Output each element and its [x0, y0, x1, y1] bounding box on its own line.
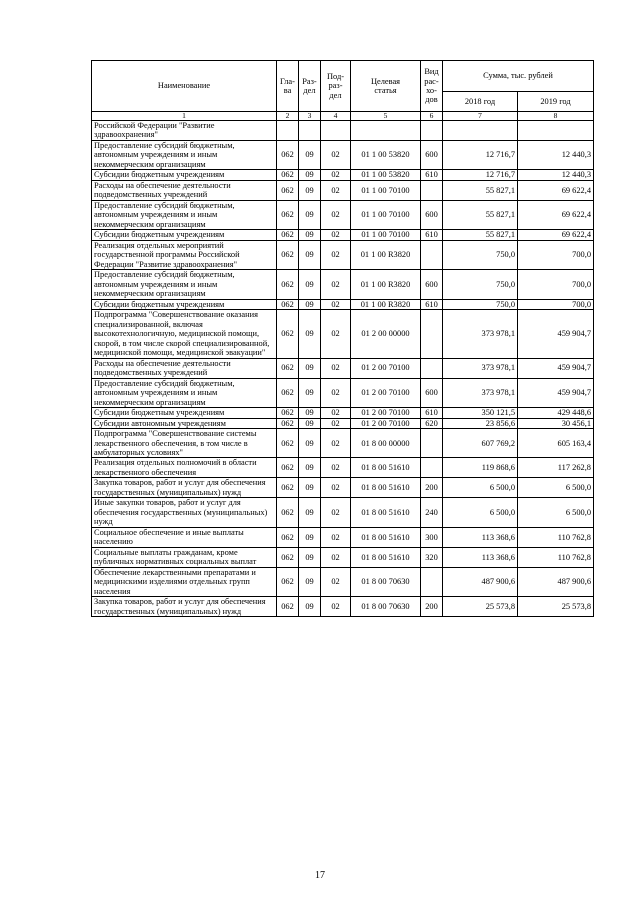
- row-section-cell: 09: [299, 498, 321, 527]
- row-exptype-cell: 320: [421, 547, 443, 567]
- header-chapter: Гла- ва: [277, 61, 299, 112]
- row-exptype-cell: 610: [421, 299, 443, 309]
- table-row: [92, 458, 594, 478]
- row-target-cell: 01 1 00 70100: [351, 230, 421, 240]
- row-amount-2018-cell: 12 716,7: [443, 140, 518, 169]
- row-subsection-cell: 02: [321, 478, 351, 498]
- row-target-cell: 01 8 00 70630: [351, 597, 421, 617]
- row-chapter-cell: 062: [277, 547, 299, 567]
- table-row: [92, 270, 594, 299]
- column-number: 8: [518, 112, 594, 121]
- row-amount-2019-cell: 700,0: [518, 270, 594, 299]
- row-section-cell: 09: [299, 180, 321, 200]
- row-amount-2018-cell: 55 827,1: [443, 200, 518, 229]
- row-name-cell: Субсидии бюджетным учреждениям: [92, 170, 277, 180]
- row-chapter-cell: 062: [277, 240, 299, 269]
- row-exptype-cell: 600: [421, 140, 443, 169]
- row-section-cell: 09: [299, 310, 321, 358]
- table-row: [92, 567, 594, 596]
- table-row: [92, 170, 594, 180]
- row-chapter-cell: 062: [277, 527, 299, 547]
- row-exptype-cell: 600: [421, 200, 443, 229]
- row-target-cell: 01 1 00 R3820: [351, 270, 421, 299]
- row-section-cell: 09: [299, 458, 321, 478]
- row-target-cell: 01 8 00 70630: [351, 567, 421, 596]
- row-target-cell: 01 2 00 70100: [351, 418, 421, 428]
- table-row: [92, 180, 594, 200]
- row-amount-2018-cell: 6 500,0: [443, 478, 518, 498]
- row-amount-2018-cell: 487 900,6: [443, 567, 518, 596]
- row-amount-2018-cell: 23 856,6: [443, 418, 518, 428]
- row-chapter-cell: 062: [277, 299, 299, 309]
- row-target-cell: 01 8 00 51610: [351, 458, 421, 478]
- table-row: [92, 299, 594, 309]
- row-amount-2019-cell: 69 622,4: [518, 200, 594, 229]
- row-amount-2018-cell: 607 769,2: [443, 429, 518, 458]
- row-exptype-cell: 200: [421, 597, 443, 617]
- row-section-cell: 09: [299, 408, 321, 418]
- table-row: [92, 597, 594, 617]
- header-subsection: Под- раз- дел: [321, 61, 351, 112]
- column-number: 2: [277, 112, 299, 121]
- row-chapter-cell: 062: [277, 180, 299, 200]
- row-chapter-cell: [277, 121, 299, 141]
- budget-table: [91, 60, 594, 617]
- header-year-2018: 2018 год: [443, 92, 518, 112]
- header-target: Целевая статья: [351, 61, 421, 112]
- row-subsection-cell: 02: [321, 429, 351, 458]
- row-amount-2019-cell: 110 762,8: [518, 547, 594, 567]
- row-target-cell: 01 1 00 53820: [351, 140, 421, 169]
- row-section-cell: 09: [299, 170, 321, 180]
- row-amount-2019-cell: 6 500,0: [518, 478, 594, 498]
- row-amount-2019-cell: 487 900,6: [518, 567, 594, 596]
- row-amount-2019-cell: 110 762,8: [518, 527, 594, 547]
- row-subsection-cell: 02: [321, 358, 351, 378]
- row-subsection-cell: 02: [321, 299, 351, 309]
- row-chapter-cell: 062: [277, 230, 299, 240]
- row-amount-2019-cell: 6 500,0: [518, 498, 594, 527]
- row-target-cell: 01 2 00 70100: [351, 358, 421, 378]
- row-amount-2019-cell: 69 622,4: [518, 180, 594, 200]
- row-amount-2019-cell: 429 448,6: [518, 408, 594, 418]
- row-amount-2018-cell: [443, 121, 518, 141]
- row-chapter-cell: 062: [277, 418, 299, 428]
- row-exptype-cell: [421, 429, 443, 458]
- column-number: 4: [321, 112, 351, 121]
- row-exptype-cell: 600: [421, 270, 443, 299]
- column-number-row: [92, 112, 594, 121]
- row-exptype-cell: 610: [421, 408, 443, 418]
- row-section-cell: 09: [299, 527, 321, 547]
- row-exptype-cell: 240: [421, 498, 443, 527]
- row-amount-2018-cell: 750,0: [443, 240, 518, 269]
- row-exptype-cell: 610: [421, 230, 443, 240]
- row-amount-2019-cell: 700,0: [518, 240, 594, 269]
- row-subsection-cell: 02: [321, 200, 351, 229]
- row-amount-2018-cell: 119 868,6: [443, 458, 518, 478]
- row-target-cell: 01 8 00 00000: [351, 429, 421, 458]
- row-target-cell: 01 1 00 70100: [351, 200, 421, 229]
- row-name-cell: Предоставление субсидий бюджетным, автономным учреждениям и иным некоммерческим организациям: [92, 270, 277, 299]
- row-chapter-cell: 062: [277, 408, 299, 418]
- column-number: 1: [92, 112, 277, 121]
- row-name-cell: Закупка товаров, работ и услуг для обеспечения государственных (муниципальных) нужд: [92, 478, 277, 498]
- column-number: 5: [351, 112, 421, 121]
- row-amount-2018-cell: 750,0: [443, 270, 518, 299]
- row-name-cell: Иные закупки товаров, работ и услуг для обеспечения государственных (муниципальных) нужд: [92, 498, 277, 527]
- row-subsection-cell: 02: [321, 378, 351, 407]
- row-subsection-cell: 02: [321, 310, 351, 358]
- row-amount-2019-cell: 459 904,7: [518, 358, 594, 378]
- table-row: [92, 429, 594, 458]
- row-subsection-cell: 02: [321, 270, 351, 299]
- row-name-cell: Предоставление субсидий бюджетным, автономным учреждениям и иным некоммерческим организациям: [92, 378, 277, 407]
- row-section-cell: 09: [299, 230, 321, 240]
- row-name-cell: Расходы на обеспечение деятельности подведомственных учреждений: [92, 358, 277, 378]
- row-section-cell: 09: [299, 567, 321, 596]
- row-target-cell: 01 8 00 51610: [351, 478, 421, 498]
- row-subsection-cell: 02: [321, 230, 351, 240]
- row-name-cell: Субсидии бюджетным учреждениям: [92, 408, 277, 418]
- row-amount-2019-cell: 459 904,7: [518, 310, 594, 358]
- row-chapter-cell: 062: [277, 310, 299, 358]
- row-name-cell: Реализация отдельных мероприятий государственной программы Российской Федерации "Развитие здравоохранения": [92, 240, 277, 269]
- row-section-cell: 09: [299, 418, 321, 428]
- row-exptype-cell: 610: [421, 170, 443, 180]
- row-subsection-cell: 02: [321, 567, 351, 596]
- row-target-cell: 01 8 00 51610: [351, 547, 421, 567]
- row-amount-2019-cell: 12 440,3: [518, 170, 594, 180]
- row-amount-2018-cell: 113 368,6: [443, 547, 518, 567]
- row-target-cell: 01 8 00 51610: [351, 498, 421, 527]
- table-row: [92, 310, 594, 358]
- row-exptype-cell: 200: [421, 478, 443, 498]
- row-chapter-cell: 062: [277, 498, 299, 527]
- row-subsection-cell: 02: [321, 527, 351, 547]
- row-section-cell: 09: [299, 270, 321, 299]
- row-chapter-cell: 062: [277, 200, 299, 229]
- row-section-cell: 09: [299, 240, 321, 269]
- row-subsection-cell: 02: [321, 140, 351, 169]
- row-exptype-cell: [421, 458, 443, 478]
- row-chapter-cell: 062: [277, 478, 299, 498]
- table-row: [92, 478, 594, 498]
- row-section-cell: 09: [299, 429, 321, 458]
- row-chapter-cell: 062: [277, 270, 299, 299]
- row-section-cell: [299, 121, 321, 141]
- row-name-cell: Российской Федерации "Развитие здравоохранения": [92, 121, 277, 141]
- row-chapter-cell: 062: [277, 378, 299, 407]
- row-exptype-cell: [421, 180, 443, 200]
- header-section: Раз- дел: [299, 61, 321, 112]
- row-target-cell: 01 1 00 R3820: [351, 299, 421, 309]
- row-amount-2019-cell: 459 904,7: [518, 378, 594, 407]
- row-amount-2018-cell: 750,0: [443, 299, 518, 309]
- row-subsection-cell: 02: [321, 597, 351, 617]
- row-subsection-cell: [321, 121, 351, 141]
- row-section-cell: 09: [299, 200, 321, 229]
- row-target-cell: 01 1 00 53820: [351, 170, 421, 180]
- row-exptype-cell: 600: [421, 378, 443, 407]
- table-row: [92, 418, 594, 428]
- row-subsection-cell: 02: [321, 418, 351, 428]
- row-exptype-cell: [421, 358, 443, 378]
- row-amount-2019-cell: 700,0: [518, 299, 594, 309]
- header-exptype: Вид рас- хо- дов: [421, 61, 443, 112]
- row-amount-2019-cell: 25 573,8: [518, 597, 594, 617]
- table-body: [92, 121, 594, 617]
- table-row: [92, 408, 594, 418]
- table-row: [92, 378, 594, 407]
- row-exptype-cell: [421, 121, 443, 141]
- row-section-cell: 09: [299, 547, 321, 567]
- page-number: 17: [315, 870, 325, 881]
- row-target-cell: [351, 121, 421, 141]
- row-target-cell: 01 1 00 R3820: [351, 240, 421, 269]
- table-row: [92, 527, 594, 547]
- row-amount-2018-cell: 25 573,8: [443, 597, 518, 617]
- table-row: [92, 200, 594, 229]
- row-name-cell: Субсидии автономным учреждениям: [92, 418, 277, 428]
- row-chapter-cell: 062: [277, 429, 299, 458]
- row-amount-2018-cell: 6 500,0: [443, 498, 518, 527]
- row-target-cell: 01 2 00 70100: [351, 408, 421, 418]
- row-chapter-cell: 062: [277, 358, 299, 378]
- table-row: [92, 240, 594, 269]
- row-amount-2019-cell: 69 622,4: [518, 230, 594, 240]
- row-section-cell: 09: [299, 140, 321, 169]
- table-row: [92, 498, 594, 527]
- row-amount-2019-cell: 117 262,8: [518, 458, 594, 478]
- row-amount-2019-cell: 12 440,3: [518, 140, 594, 169]
- row-exptype-cell: 620: [421, 418, 443, 428]
- column-number: 7: [443, 112, 518, 121]
- row-subsection-cell: 02: [321, 498, 351, 527]
- row-amount-2018-cell: 350 121,5: [443, 408, 518, 418]
- row-amount-2018-cell: 373 978,1: [443, 358, 518, 378]
- row-name-cell: Расходы на обеспечение деятельности подведомственных учреждений: [92, 180, 277, 200]
- row-section-cell: 09: [299, 358, 321, 378]
- table-row: [92, 358, 594, 378]
- row-name-cell: Субсидии бюджетным учреждениям: [92, 230, 277, 240]
- header-name: Наименование: [92, 61, 277, 112]
- row-section-cell: 09: [299, 478, 321, 498]
- row-amount-2018-cell: 373 978,1: [443, 378, 518, 407]
- row-amount-2019-cell: [518, 121, 594, 141]
- row-chapter-cell: 062: [277, 597, 299, 617]
- row-amount-2018-cell: 12 716,7: [443, 170, 518, 180]
- row-amount-2019-cell: 605 163,4: [518, 429, 594, 458]
- row-name-cell: Социальное обеспечение и иные выплаты населению: [92, 527, 277, 547]
- row-section-cell: 09: [299, 299, 321, 309]
- row-exptype-cell: [421, 310, 443, 358]
- column-number: 3: [299, 112, 321, 121]
- row-chapter-cell: 062: [277, 458, 299, 478]
- column-number: 6: [421, 112, 443, 121]
- row-amount-2019-cell: 30 456,1: [518, 418, 594, 428]
- table-row: [92, 230, 594, 240]
- row-subsection-cell: 02: [321, 170, 351, 180]
- row-target-cell: 01 8 00 51610: [351, 527, 421, 547]
- row-name-cell: Обеспечение лекарственными препаратами и медицинскими изделиями отдельных групп населения: [92, 567, 277, 596]
- row-name-cell: Закупка товаров, работ и услуг для обеспечения государственных (муниципальных) нужд: [92, 597, 277, 617]
- row-amount-2018-cell: 373 978,1: [443, 310, 518, 358]
- row-chapter-cell: 062: [277, 567, 299, 596]
- row-exptype-cell: [421, 567, 443, 596]
- row-target-cell: 01 1 00 70100: [351, 180, 421, 200]
- row-subsection-cell: 02: [321, 458, 351, 478]
- row-name-cell: Субсидии бюджетным учреждениям: [92, 299, 277, 309]
- table-row: [92, 140, 594, 169]
- row-subsection-cell: 02: [321, 547, 351, 567]
- row-section-cell: 09: [299, 378, 321, 407]
- row-name-cell: Предоставление субсидий бюджетным, автономным учреждениям и иным некоммерческим организациям: [92, 140, 277, 169]
- row-subsection-cell: 02: [321, 240, 351, 269]
- header-amount: Сумма, тыс. рублей: [443, 61, 594, 92]
- row-exptype-cell: 300: [421, 527, 443, 547]
- row-name-cell: Предоставление субсидий бюджетным, автономным учреждениям и иным некоммерческим организациям: [92, 200, 277, 229]
- table-row: [92, 121, 594, 141]
- row-name-cell: Реализация отдельных полномочий в области лекарственного обеспечения: [92, 458, 277, 478]
- row-name-cell: Социальные выплаты гражданам, кроме публичных нормативных социальных выплат: [92, 547, 277, 567]
- row-name-cell: Подпрограмма "Совершенствование оказания специализированной, включая высокотехнологичную, медицинской помощи, скорой, в том числе скорой специализированной, медицинской помощи, медицинской эвакуации": [92, 310, 277, 358]
- row-target-cell: 01 2 00 00000: [351, 310, 421, 358]
- row-amount-2018-cell: 113 368,6: [443, 527, 518, 547]
- row-amount-2018-cell: 55 827,1: [443, 180, 518, 200]
- row-chapter-cell: 062: [277, 140, 299, 169]
- row-exptype-cell: [421, 240, 443, 269]
- row-name-cell: Подпрограмма "Совершенствование системы лекарственного обеспечения, в том числе в амбулаторных условиях": [92, 429, 277, 458]
- table-row: [92, 547, 594, 567]
- table-header: [92, 61, 594, 121]
- row-subsection-cell: 02: [321, 408, 351, 418]
- row-subsection-cell: 02: [321, 180, 351, 200]
- row-target-cell: 01 2 00 70100: [351, 378, 421, 407]
- header-year-2019: 2019 год: [518, 92, 594, 112]
- row-section-cell: 09: [299, 597, 321, 617]
- row-amount-2018-cell: 55 827,1: [443, 230, 518, 240]
- row-chapter-cell: 062: [277, 170, 299, 180]
